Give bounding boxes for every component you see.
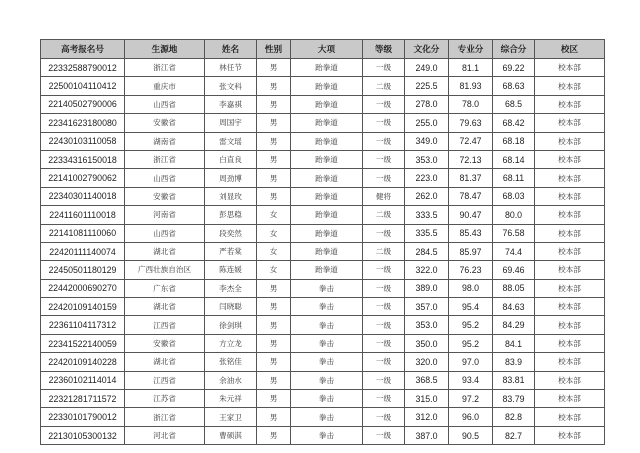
- cell-exam-id: 22341623180080: [41, 114, 125, 132]
- cell-level: 一级: [363, 371, 405, 389]
- cell-origin: 江苏省: [125, 390, 205, 408]
- cell-origin: 湖南省: [125, 132, 205, 150]
- cell-name: 曹硕淇: [205, 426, 257, 444]
- cell-sport: 拳击: [291, 408, 363, 426]
- cell-gender: 男: [257, 353, 291, 371]
- table-row: [41, 169, 605, 187]
- header-row: [41, 40, 605, 59]
- cell-level: 一级: [363, 224, 405, 242]
- table-row: [41, 408, 605, 426]
- cell-skill-score: 79.63: [449, 114, 493, 132]
- table-row: [41, 316, 605, 334]
- cell-exam-id: 22332588790012: [41, 59, 125, 77]
- cell-culture-score: 333.5: [405, 206, 449, 224]
- cell-name: 雷文瑶: [205, 132, 257, 150]
- cell-origin: 河北省: [125, 426, 205, 444]
- cell-origin: 山西省: [125, 169, 205, 187]
- cell-total-score: 68.18: [493, 132, 535, 150]
- cell-name: 段奕然: [205, 224, 257, 242]
- cell-name: 朱元祥: [205, 390, 257, 408]
- cell-origin: 江西省: [125, 371, 205, 389]
- cell-gender: 女: [257, 242, 291, 260]
- cell-campus: 校本部: [535, 187, 605, 205]
- cell-campus: 校本部: [535, 371, 605, 389]
- cell-name: 方立龙: [205, 334, 257, 352]
- cell-total-score: 69.46: [493, 261, 535, 279]
- cell-exam-id: 22420109140159: [41, 298, 125, 316]
- cell-skill-score: 93.4: [449, 371, 493, 389]
- cell-sport: 拳击: [291, 353, 363, 371]
- cell-culture-score: 357.0: [405, 298, 449, 316]
- cell-total-score: 82.8: [493, 408, 535, 426]
- header-origin: 生源地: [125, 40, 205, 59]
- cell-gender: 男: [257, 169, 291, 187]
- cell-gender: 男: [257, 279, 291, 297]
- cell-campus: 校本部: [535, 169, 605, 187]
- cell-total-score: 84.1: [493, 334, 535, 352]
- cell-skill-score: 81.93: [449, 77, 493, 95]
- cell-level: 一级: [363, 132, 405, 150]
- cell-exam-id: 22334316150018: [41, 150, 125, 168]
- cell-gender: 女: [257, 261, 291, 279]
- cell-skill-score: 81.37: [449, 169, 493, 187]
- cell-gender: 男: [257, 390, 291, 408]
- table-row: [41, 206, 605, 224]
- cell-skill-score: 95.4: [449, 298, 493, 316]
- cell-origin: 湖北省: [125, 242, 205, 260]
- cell-origin: 山西省: [125, 224, 205, 242]
- cell-campus: 校本部: [535, 206, 605, 224]
- cell-gender: 男: [257, 408, 291, 426]
- cell-name: 张文科: [205, 77, 257, 95]
- cell-campus: 校本部: [535, 316, 605, 334]
- cell-exam-id: 22140502790006: [41, 95, 125, 113]
- cell-skill-score: 98.0: [449, 279, 493, 297]
- cell-skill-score: 72.47: [449, 132, 493, 150]
- cell-campus: 校本部: [535, 334, 605, 352]
- cell-name: 彭思稳: [205, 206, 257, 224]
- cell-name: 徐剑琪: [205, 316, 257, 334]
- cell-gender: 男: [257, 150, 291, 168]
- cell-name: 王家卫: [205, 408, 257, 426]
- cell-culture-score: 255.0: [405, 114, 449, 132]
- cell-sport: 跆拳道: [291, 77, 363, 95]
- cell-skill-score: 95.2: [449, 316, 493, 334]
- cell-sport: 拳击: [291, 334, 363, 352]
- cell-total-score: 68.03: [493, 187, 535, 205]
- cell-culture-score: 322.0: [405, 261, 449, 279]
- cell-origin: 安徽省: [125, 114, 205, 132]
- cell-total-score: 74.4: [493, 242, 535, 260]
- cell-skill-score: 90.5: [449, 426, 493, 444]
- cell-level: 二级: [363, 206, 405, 224]
- cell-gender: 男: [257, 187, 291, 205]
- table-row: [41, 59, 605, 77]
- cell-origin: 安徽省: [125, 334, 205, 352]
- cell-name: 刘显玫: [205, 187, 257, 205]
- score-table: [40, 39, 605, 445]
- cell-name: 余油水: [205, 371, 257, 389]
- cell-sport: 跆拳道: [291, 132, 363, 150]
- cell-sport: 跆拳道: [291, 95, 363, 113]
- cell-gender: 女: [257, 206, 291, 224]
- cell-gender: 男: [257, 114, 291, 132]
- cell-culture-score: 320.0: [405, 353, 449, 371]
- cell-culture-score: 315.0: [405, 390, 449, 408]
- cell-level: 一级: [363, 334, 405, 352]
- table-row: [41, 224, 605, 242]
- cell-origin: 江西省: [125, 316, 205, 334]
- cell-level: 一级: [363, 426, 405, 444]
- cell-campus: 校本部: [535, 426, 605, 444]
- cell-culture-score: 389.0: [405, 279, 449, 297]
- cell-campus: 校本部: [535, 390, 605, 408]
- cell-sport: 跆拳道: [291, 261, 363, 279]
- cell-campus: 校本部: [535, 77, 605, 95]
- cell-level: 一级: [363, 279, 405, 297]
- cell-total-score: 83.79: [493, 390, 535, 408]
- cell-total-score: 68.11: [493, 169, 535, 187]
- cell-origin: 山西省: [125, 95, 205, 113]
- cell-exam-id: 22411601110018: [41, 206, 125, 224]
- cell-skill-score: 97.2: [449, 390, 493, 408]
- cell-origin: 浙江省: [125, 150, 205, 168]
- cell-sport: 跆拳道: [291, 187, 363, 205]
- cell-level: 一级: [363, 353, 405, 371]
- table-row: [41, 279, 605, 297]
- cell-gender: 男: [257, 316, 291, 334]
- cell-culture-score: 349.0: [405, 132, 449, 150]
- cell-level: 一级: [363, 169, 405, 187]
- table-row: [41, 353, 605, 371]
- cell-campus: 校本部: [535, 408, 605, 426]
- cell-gender: 男: [257, 95, 291, 113]
- header-exam-id: 高考报名号: [41, 40, 125, 59]
- cell-sport: 拳击: [291, 390, 363, 408]
- cell-sport: 跆拳道: [291, 169, 363, 187]
- cell-total-score: 80.0: [493, 206, 535, 224]
- cell-gender: 男: [257, 334, 291, 352]
- cell-gender: 女: [257, 224, 291, 242]
- cell-culture-score: 368.5: [405, 371, 449, 389]
- cell-name: 周劲博: [205, 169, 257, 187]
- cell-exam-id: 22141081110060: [41, 224, 125, 242]
- cell-level: 一级: [363, 390, 405, 408]
- cell-skill-score: 96.0: [449, 408, 493, 426]
- cell-culture-score: 312.0: [405, 408, 449, 426]
- cell-campus: 校本部: [535, 224, 605, 242]
- cell-level: 一级: [363, 59, 405, 77]
- cell-exam-id: 22340301140018: [41, 187, 125, 205]
- cell-total-score: 83.81: [493, 371, 535, 389]
- header-skill-score: 专业分: [449, 40, 493, 59]
- cell-name: 李杰全: [205, 279, 257, 297]
- cell-level: 一级: [363, 95, 405, 113]
- cell-total-score: 68.63: [493, 77, 535, 95]
- cell-campus: 校本部: [535, 298, 605, 316]
- cell-campus: 校本部: [535, 114, 605, 132]
- cell-sport: 拳击: [291, 279, 363, 297]
- table-body: [41, 59, 605, 445]
- cell-skill-score: 76.23: [449, 261, 493, 279]
- cell-total-score: 68.5: [493, 95, 535, 113]
- cell-origin: 重庆市: [125, 77, 205, 95]
- table-row: [41, 114, 605, 132]
- cell-culture-score: 353.0: [405, 150, 449, 168]
- cell-exam-id: 22500104110412: [41, 77, 125, 95]
- table-row: [41, 95, 605, 113]
- cell-exam-id: 22420111140074: [41, 242, 125, 260]
- cell-campus: 校本部: [535, 353, 605, 371]
- cell-total-score: 68.14: [493, 150, 535, 168]
- cell-culture-score: 223.0: [405, 169, 449, 187]
- cell-total-score: 68.42: [493, 114, 535, 132]
- table-row: [41, 261, 605, 279]
- cell-gender: 男: [257, 132, 291, 150]
- table-row: [41, 132, 605, 150]
- cell-total-score: 76.58: [493, 224, 535, 242]
- cell-sport: 跆拳道: [291, 150, 363, 168]
- cell-name: 白直良: [205, 150, 257, 168]
- header-level: 等级: [363, 40, 405, 59]
- cell-name: 闫晓聪: [205, 298, 257, 316]
- cell-origin: 广西壮族自治区: [125, 261, 205, 279]
- cell-origin: 湖北省: [125, 353, 205, 371]
- cell-skill-score: 81.1: [449, 59, 493, 77]
- cell-exam-id: 22361104117312: [41, 316, 125, 334]
- cell-culture-score: 262.0: [405, 187, 449, 205]
- cell-name: 周国宇: [205, 114, 257, 132]
- cell-level: 一级: [363, 261, 405, 279]
- cell-culture-score: 350.0: [405, 334, 449, 352]
- table-row: [41, 242, 605, 260]
- cell-culture-score: 335.5: [405, 224, 449, 242]
- cell-exam-id: 22360102114014: [41, 371, 125, 389]
- header-name: 姓名: [205, 40, 257, 59]
- cell-origin: 河南省: [125, 206, 205, 224]
- cell-gender: 男: [257, 298, 291, 316]
- header-culture-score: 文化分: [405, 40, 449, 59]
- table-row: [41, 371, 605, 389]
- cell-gender: 男: [257, 77, 291, 95]
- cell-exam-id: 22420109140228: [41, 353, 125, 371]
- cell-campus: 校本部: [535, 132, 605, 150]
- cell-skill-score: 85.43: [449, 224, 493, 242]
- cell-gender: 男: [257, 371, 291, 389]
- cell-culture-score: 249.0: [405, 59, 449, 77]
- table-row: [41, 150, 605, 168]
- cell-level: 一级: [363, 150, 405, 168]
- admission-score-sheet: [40, 39, 604, 445]
- cell-sport: 拳击: [291, 426, 363, 444]
- cell-total-score: 88.05: [493, 279, 535, 297]
- cell-sport: 拳击: [291, 316, 363, 334]
- cell-exam-id: 22442000690270: [41, 279, 125, 297]
- cell-exam-id: 22341522140059: [41, 334, 125, 352]
- table-row: [41, 298, 605, 316]
- cell-level: 一级: [363, 316, 405, 334]
- cell-exam-id: 22430103110058: [41, 132, 125, 150]
- cell-sport: 拳击: [291, 371, 363, 389]
- cell-total-score: 69.22: [493, 59, 535, 77]
- cell-level: 一级: [363, 114, 405, 132]
- cell-exam-id: 22450501180129: [41, 261, 125, 279]
- cell-culture-score: 353.0: [405, 316, 449, 334]
- header-gender: 性别: [257, 40, 291, 59]
- header-sport: 大项: [291, 40, 363, 59]
- header-campus: 校区: [535, 40, 605, 59]
- cell-skill-score: 78.0: [449, 95, 493, 113]
- cell-gender: 男: [257, 59, 291, 77]
- cell-campus: 校本部: [535, 95, 605, 113]
- cell-skill-score: 85.97: [449, 242, 493, 260]
- table-row: [41, 334, 605, 352]
- cell-skill-score: 90.47: [449, 206, 493, 224]
- cell-sport: 跆拳道: [291, 224, 363, 242]
- cell-skill-score: 95.2: [449, 334, 493, 352]
- table-row: [41, 77, 605, 95]
- cell-total-score: 84.63: [493, 298, 535, 316]
- cell-exam-id: 22141002790062: [41, 169, 125, 187]
- cell-skill-score: 72.13: [449, 150, 493, 168]
- cell-sport: 跆拳道: [291, 206, 363, 224]
- cell-sport: 拳击: [291, 298, 363, 316]
- cell-gender: 男: [257, 426, 291, 444]
- header-total-score: 综合分: [493, 40, 535, 59]
- cell-name: 林任节: [205, 59, 257, 77]
- cell-culture-score: 278.0: [405, 95, 449, 113]
- table-row: [41, 187, 605, 205]
- cell-sport: 跆拳道: [291, 242, 363, 260]
- table-row: [41, 426, 605, 444]
- cell-campus: 校本部: [535, 150, 605, 168]
- cell-campus: 校本部: [535, 279, 605, 297]
- cell-origin: 安徽省: [125, 187, 205, 205]
- cell-origin: 广东省: [125, 279, 205, 297]
- cell-level: 二级: [363, 77, 405, 95]
- cell-name: 陈连媛: [205, 261, 257, 279]
- cell-level: 二级: [363, 242, 405, 260]
- cell-campus: 校本部: [535, 261, 605, 279]
- cell-sport: 跆拳道: [291, 114, 363, 132]
- cell-name: 李嘉祺: [205, 95, 257, 113]
- cell-origin: 浙江省: [125, 408, 205, 426]
- cell-sport: 跆拳道: [291, 59, 363, 77]
- cell-skill-score: 97.0: [449, 353, 493, 371]
- cell-level: 一级: [363, 298, 405, 316]
- cell-exam-id: 22330101790012: [41, 408, 125, 426]
- cell-origin: 湖北省: [125, 298, 205, 316]
- cell-culture-score: 225.5: [405, 77, 449, 95]
- cell-origin: 浙江省: [125, 59, 205, 77]
- cell-name: 严若棠: [205, 242, 257, 260]
- cell-level: 健将: [363, 187, 405, 205]
- cell-exam-id: 22130105300132: [41, 426, 125, 444]
- cell-culture-score: 284.5: [405, 242, 449, 260]
- cell-campus: 校本部: [535, 59, 605, 77]
- cell-skill-score: 78.47: [449, 187, 493, 205]
- cell-exam-id: 22321281711572: [41, 390, 125, 408]
- cell-level: 一级: [363, 408, 405, 426]
- cell-total-score: 82.7: [493, 426, 535, 444]
- cell-culture-score: 387.0: [405, 426, 449, 444]
- table-row: [41, 390, 605, 408]
- cell-total-score: 83.9: [493, 353, 535, 371]
- cell-total-score: 84.29: [493, 316, 535, 334]
- cell-campus: 校本部: [535, 242, 605, 260]
- cell-name: 张铭佳: [205, 353, 257, 371]
